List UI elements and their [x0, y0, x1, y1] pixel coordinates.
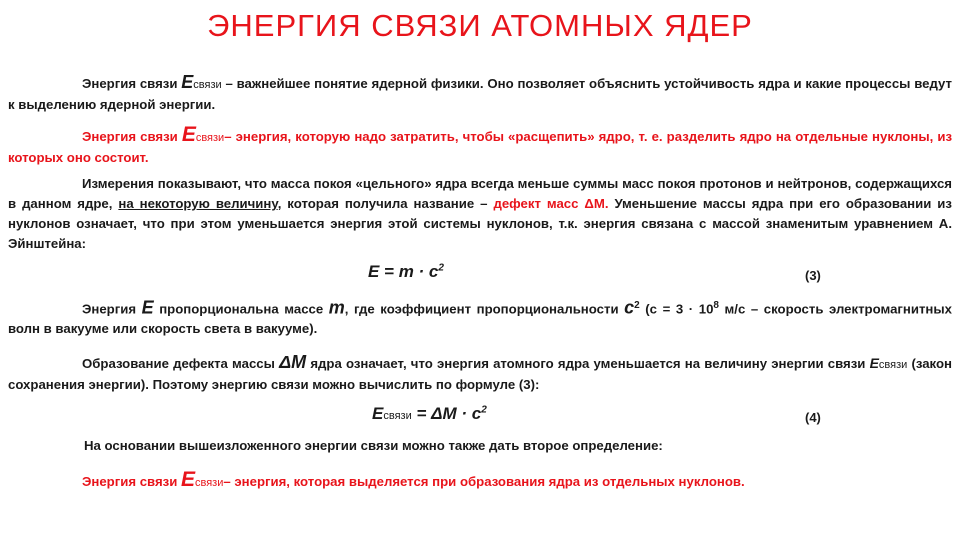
equation-text: = ΔM · c — [411, 404, 482, 423]
exponent: 2 — [481, 404, 487, 416]
subscript: связи — [878, 359, 908, 371]
text: Энергия связи — [82, 76, 182, 91]
symbol-c: c — [624, 297, 635, 318]
exponent: 2 — [438, 262, 444, 274]
equation-3 — [368, 262, 444, 282]
equation-number-3: (3) — [805, 268, 821, 283]
paragraph-energy-decrease — [8, 352, 952, 395]
paragraph-mass-defect — [8, 174, 952, 254]
text: Энергия — [82, 301, 142, 317]
equation-number-4: (4) — [805, 410, 821, 425]
subscript: связи — [383, 410, 412, 422]
text: Энергия связи — [82, 129, 182, 144]
text: – энергия, которую надо затратить, чтобы «расщепить» ядро, т. е. разделить ядро на отдельные нуклоны, из которых оно состоит. — [8, 129, 952, 165]
mass-defect-term: дефект масс ΔM. — [493, 196, 609, 211]
paragraph-second-definition-intro: На основании вышеизложенного энергии связи можно также дать второе определение: — [84, 438, 663, 453]
text: (закон сохранения энергии). Поэтому энергию связи можно вычислить по формуле (3): — [8, 356, 953, 392]
text: – важнейшее понятие ядерной физики. Оно позволяет объяснить устойчивость ядра и какие процессы ведут к выделению ядерной энергии. — [8, 76, 953, 112]
text: , которая получила название – — [277, 196, 494, 211]
symbol-e: E — [869, 355, 879, 371]
text: Энергия связи — [82, 474, 181, 489]
subscript: связи — [195, 132, 225, 144]
text: ядра означает, что энергия атомного ядра уменьшается на величину энергии связи — [306, 356, 870, 371]
text: пропорциональна массе — [153, 301, 329, 317]
symbol-e: E — [181, 72, 194, 92]
text: Уменьшение массы ядра при его образовании из нуклонов означает, что при этом уменьшается энергия этой системы нуклонов, т.к. энергия связана с массой знаменитым уравнением А. Эйнштейна: — [8, 196, 952, 251]
text: , где коэффициент пропорциональности — [344, 301, 625, 317]
text: Измерения показывают, что масса покоя «цельного» ядра всегда меньше суммы масс покоя протонов и нейтронов, содержащихся в данном ядре, — [8, 176, 952, 211]
text: Образование дефекта массы — [82, 356, 280, 371]
exponent: 2 — [634, 300, 640, 311]
text: (с = 3 · 10 — [639, 301, 714, 317]
paragraph-second-definition — [8, 470, 952, 493]
equation-text: E = m · c — [368, 262, 439, 281]
paragraph-proportional — [8, 296, 952, 339]
text: – энергия, которая выделяется при образования ядра из отдельных нуклонов. — [223, 474, 745, 489]
symbol-e: E — [372, 404, 384, 423]
symbol-e: E — [181, 123, 196, 146]
text: м/с – скорость электромагнитных волн в вакууме или скорость света в вакууме). — [8, 301, 952, 337]
equation-4 — [372, 404, 487, 424]
underlined-text: на некоторую величину — [118, 196, 278, 211]
paragraph-definition-red — [8, 125, 952, 168]
exponent: 8 — [713, 300, 719, 311]
paragraph-definition-intro — [8, 72, 952, 115]
symbol-m: m — [328, 297, 345, 318]
subscript: связи — [193, 79, 222, 91]
symbol-e: E — [180, 468, 195, 491]
page-title: ЭНЕРГИЯ СВЯЗИ АТОМНЫХ ЯДЕР — [207, 8, 753, 43]
subscript: связи — [195, 477, 224, 489]
symbol-e: E — [141, 297, 154, 318]
symbol-delta-m: ΔM — [279, 352, 307, 372]
